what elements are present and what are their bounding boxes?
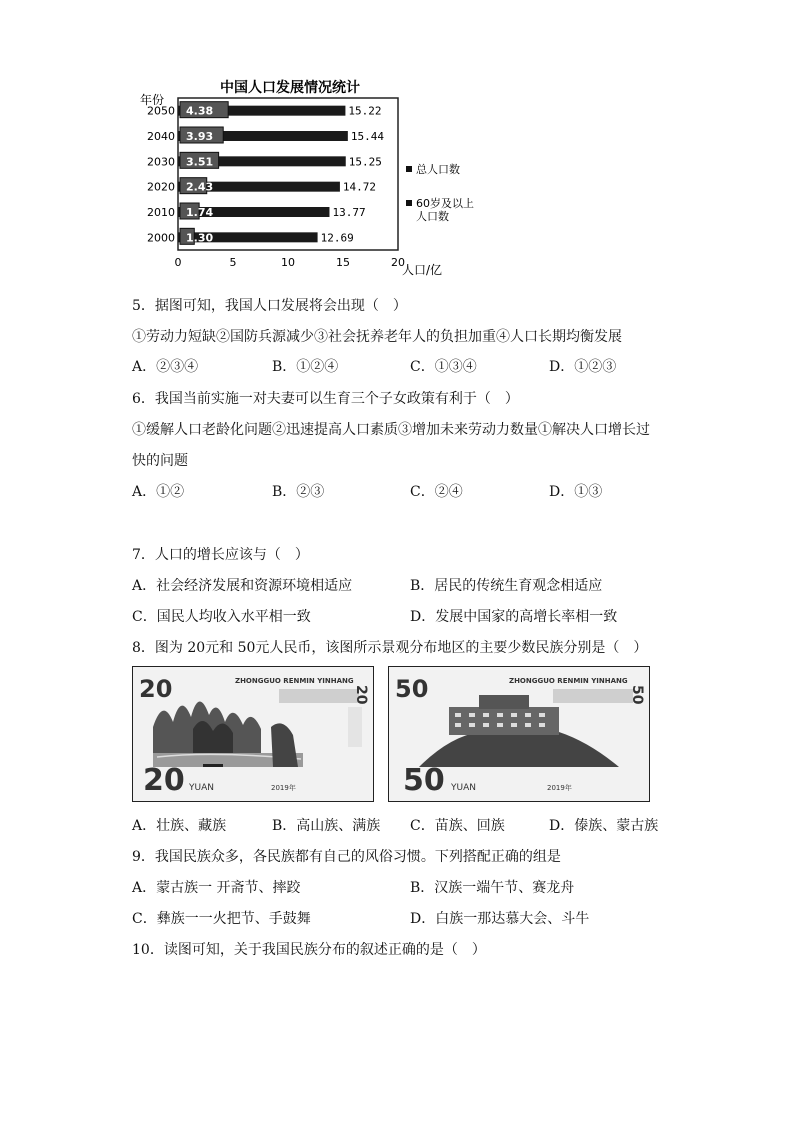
question-9-option-a[interactable]: A．蒙古族一 开斋节、摔跤 <box>132 880 301 896</box>
question-8-stem: 8．图为 20元和 50元人民币，该图所示景观分布地区的主要少数民族分别是（ ） <box>132 640 648 656</box>
bar-total-label-2010: 13.77 <box>332 206 366 219</box>
question-6-option-c[interactable]: C．②④ <box>410 484 463 500</box>
y-tick-label-2000: 2000 <box>147 231 175 245</box>
question-9-option-d[interactable]: D．白族一那达慕大会、斗牛 <box>410 911 590 927</box>
question-5-option-b[interactable]: B．①②④ <box>272 359 339 375</box>
question-9-stem: 9．我国民族众多，各民族都有自己的风俗习惯。下列搭配正确的组是 <box>132 849 561 865</box>
bar-elderly-label-2020: 2.43 <box>186 180 214 194</box>
banknote-50-yuan-label: YUAN <box>451 783 476 793</box>
legend-swatch-1 <box>406 200 412 206</box>
legend-label-0: 总人口数 <box>416 163 460 176</box>
x-tick-label-5: 5 <box>229 256 237 269</box>
question-6-stem: 6．我国当前实施一对夫妻可以生育三个子女政策有利于（ ） <box>132 391 519 407</box>
question-9-option-c[interactable]: C．彝族一一火把节、手鼓舞 <box>132 911 311 927</box>
bar-elderly-label-2000: 1.30 <box>186 231 214 245</box>
banknote-20-header: ZHONGGUO RENMIN YINHANG <box>235 677 354 685</box>
chart-x-label: 人口/亿 <box>402 263 443 277</box>
question-5-option-a[interactable]: A．②③④ <box>132 359 199 375</box>
question-6-items-line1: ①缓解人口老龄化问题②迅速提高人口素质③增加未来劳动力数量①解决人口增长过 <box>132 422 650 438</box>
question-8-option-b[interactable]: B．高山族、满族 <box>272 818 381 834</box>
bar-total-label-2050: 15.22 <box>348 104 382 118</box>
y-tick-label-2050: 2050 <box>147 104 175 118</box>
question-6-option-b[interactable]: B．②③ <box>272 484 325 500</box>
question-8-option-c[interactable]: C．苗族、回族 <box>410 818 505 834</box>
question-8-option-a[interactable]: A．壮族、藏族 <box>132 818 227 834</box>
y-tick-label-2010: 2010 <box>147 206 175 219</box>
x-tick-label-10: 10 <box>281 256 295 269</box>
bar-elderly-label-2050: 4.38 <box>186 104 214 118</box>
chart-plot-area <box>178 98 398 250</box>
question-6-option-d[interactable]: D．①③ <box>549 484 603 500</box>
x-tick-label-0: 0 <box>174 256 182 269</box>
bar-total-label-2030: 15.25 <box>348 155 382 169</box>
question-7-option-a[interactable]: A．社会经济发展和资源环境相适应 <box>132 578 353 594</box>
chart-y-label: 年份 <box>140 93 165 107</box>
y-tick-label-2040: 2040 <box>147 130 175 143</box>
banknote-50-header: ZHONGGUO RENMIN YINHANG <box>509 677 628 685</box>
question-5-stem: 5．据图可知，我国人口发展将会出现（ ） <box>132 298 407 314</box>
banknote-20-side-value: 20 <box>353 685 369 705</box>
chart-title: 中国人口发展情况统计 <box>220 80 360 96</box>
bar-total-label-2040: 15.44 <box>350 130 384 143</box>
bar-total-label-2020: 14.72 <box>342 180 377 194</box>
chart-frame <box>178 98 398 250</box>
banknote-50-top-value: 50 <box>395 675 429 703</box>
banknote-50-side-value: 50 <box>629 685 645 705</box>
question-5-option-c[interactable]: C．①③④ <box>410 359 477 375</box>
legend-label-1: 60岁及以上人口数 <box>416 197 474 223</box>
banknote-20-top-value: 20 <box>139 675 173 703</box>
bar-elderly-label-2010: 1.74 <box>186 206 214 219</box>
banknote-20-yuan-label: YUAN <box>189 783 214 793</box>
chart-bars <box>178 102 384 245</box>
question-5-items: ①劳动力短缺②国防兵源减少③社会抚养老年人的负担加重④人口长期均衡发展 <box>132 329 622 345</box>
y-tick-label-2020: 2020 <box>147 180 175 194</box>
question-8-option-d[interactable]: D．傣族、蒙古族 <box>549 818 659 834</box>
bar-elderly-label-2040: 3.93 <box>186 130 214 143</box>
question-6-option-a[interactable]: A．①② <box>132 484 185 500</box>
bar-elderly-label-2030: 3.51 <box>186 155 214 169</box>
banknote-20-year: 2019年 <box>271 784 296 792</box>
banknote-20-main-value: 20 <box>143 763 185 798</box>
question-7-option-d[interactable]: D．发展中国家的高增长率相一致 <box>410 609 618 625</box>
question-5-option-d[interactable]: D．①②③ <box>549 359 617 375</box>
legend-swatch-0 <box>406 166 412 172</box>
x-tick-label-20: 20 <box>391 256 405 269</box>
banknote-50-main-value: 50 <box>403 763 445 798</box>
banknote-50-yuan <box>388 666 650 802</box>
question-7-option-b[interactable]: B．居民的传统生育观念相适应 <box>410 578 603 594</box>
chart-legend <box>406 162 474 223</box>
banknote-50-year: 2019年 <box>547 784 572 792</box>
banknote-20-yuan <box>132 666 374 802</box>
y-tick-label-2030: 2030 <box>147 155 175 169</box>
x-tick-label-15: 15 <box>336 256 350 269</box>
population-bar-chart <box>140 78 480 278</box>
question-10-stem: 10．读图可知，关于我国民族分布的叙述正确的是（ ） <box>132 942 486 958</box>
question-7-option-c[interactable]: C．国民人均收入水平相一致 <box>132 609 311 625</box>
bar-total-label-2000: 12.69 <box>320 231 354 245</box>
question-9-option-b[interactable]: B．汉族一端午节、赛龙舟 <box>410 880 575 896</box>
question-7-stem: 7．人口的增长应该与（ ） <box>132 547 309 563</box>
question-6-items-line2: 快的问题 <box>132 453 188 469</box>
